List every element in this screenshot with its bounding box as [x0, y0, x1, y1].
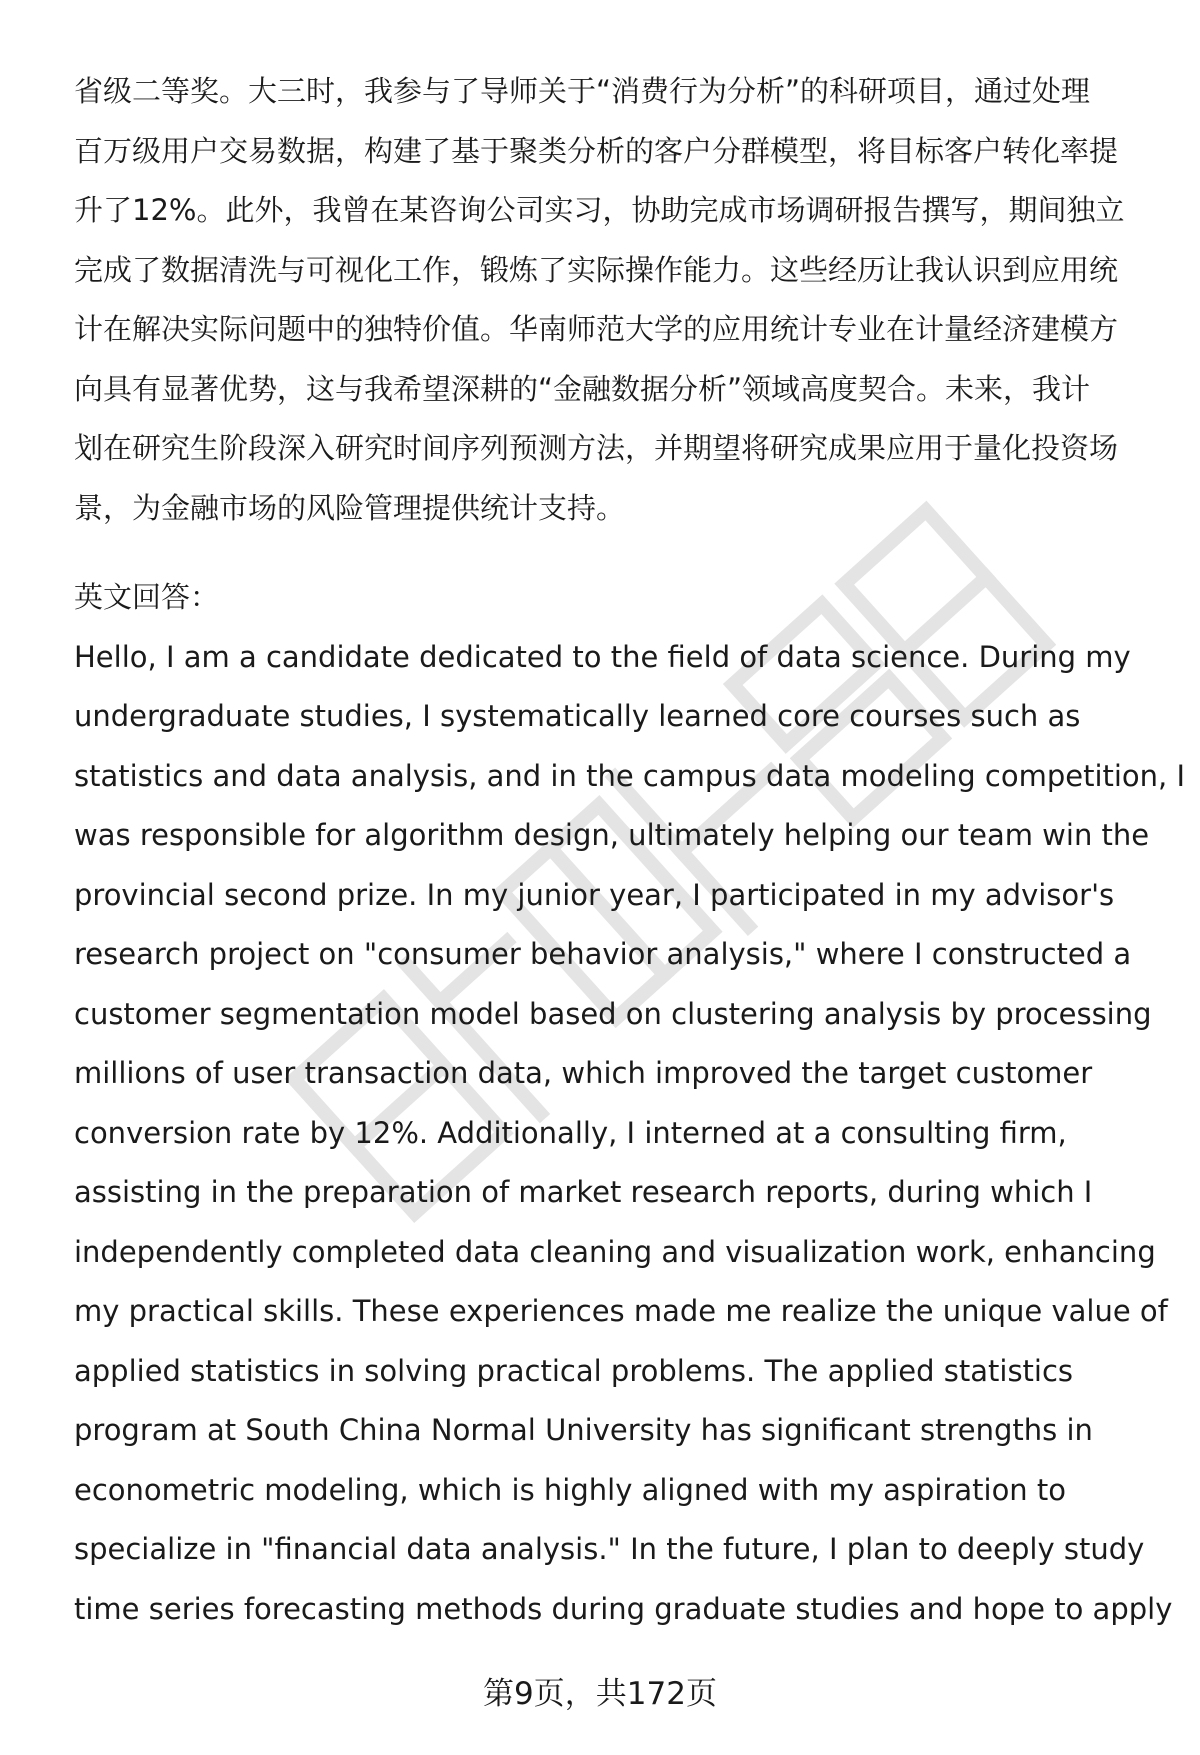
- paragraph-line: was responsible for algorithm design, ultimately helping our team win the: [74, 818, 1150, 852]
- section-gap: [74, 538, 1154, 568]
- paragraph-line: Hello, I am a candidate dedicated to the field of data science. During my: [74, 639, 1131, 674]
- paragraph-line: 升了12%。此外，我曾在某咨询公司实习，协助完成市场调研报告撰写，期间独立: [74, 193, 1125, 227]
- paragraph-line: 景，为金融市场的风险管理提供统计支持。: [74, 490, 626, 525]
- paragraph-line: applied statistics in solving practical problems. The applied statistics: [74, 1353, 1074, 1388]
- paragraph-line: statistics and data analysis, and in the campus data modeling competition, I: [74, 758, 1186, 793]
- paragraph-line: econometric modeling, which is highly aligned with my aspiration to: [74, 1472, 1067, 1507]
- paragraph-line: my practical skills. These experiences made me realize the unique value of: [74, 1294, 1168, 1328]
- main-content: [74, 62, 1186, 1639]
- paragraph-line: provincial second prize. In my junior year, I participated in my advisor's: [74, 877, 1115, 912]
- paragraph-line: millions of user transaction data, which improved the target customer: [74, 1056, 1093, 1090]
- paragraph-line: independently completed data cleaning and visualization work, enhancing: [74, 1234, 1156, 1269]
- paragraph-line: program at South China Normal University has significant strengths in: [74, 1413, 1093, 1447]
- paragraph-line: 完成了数据清洗与可视化工作，锻炼了实际操作能力。这些经历让我认识到应用统: [74, 252, 1119, 287]
- page-number-footer: 第9页，共172页: [483, 1676, 717, 1712]
- english-answer-label: 英文回答：: [74, 580, 220, 614]
- paragraph-line: assisting in the preparation of market research reports, during which I: [74, 1175, 1093, 1209]
- paragraph-line: time series forecasting methods during graduate studies and hope to apply: [74, 1591, 1173, 1626]
- paragraph-line: specialize in "financial data analysis." In the future, I plan to deeply study: [74, 1532, 1145, 1566]
- chinese-paragraph: [74, 62, 1154, 538]
- paragraph-line: 划在研究生阶段深入研究时间序列预测方法，并期望将研究成果应用于量化投资场: [74, 431, 1119, 465]
- paragraph-line: research project on "consumer behavior analysis," where I constructed a: [74, 937, 1132, 971]
- english-paragraph: [74, 628, 1186, 1640]
- paragraph-line: 向具有显著优势，这与我希望深耕的“金融数据分析”领域高度契合。未来，我计: [74, 371, 1091, 406]
- paragraph-line: 计在解决实际问题中的独特价值。华南师范大学的应用统计专业在计量经济建模方: [74, 312, 1119, 346]
- paragraph-line: customer segmentation model based on clustering analysis by processing: [74, 996, 1152, 1031]
- paragraph-line: 省级二等奖。大三时，我参与了导师关于“消费行为分析”的科研项目，通过处理: [74, 74, 1091, 108]
- paragraph-line: 百万级用户交易数据，构建了基于聚类分析的客户分群模型，将目标客户转化率提: [74, 133, 1119, 168]
- paragraph-line: undergraduate studies, I systematically learned core courses such as: [74, 699, 1081, 733]
- paragraph-line: conversion rate by 12%. Additionally, I interned at a consulting firm,: [74, 1115, 1067, 1150]
